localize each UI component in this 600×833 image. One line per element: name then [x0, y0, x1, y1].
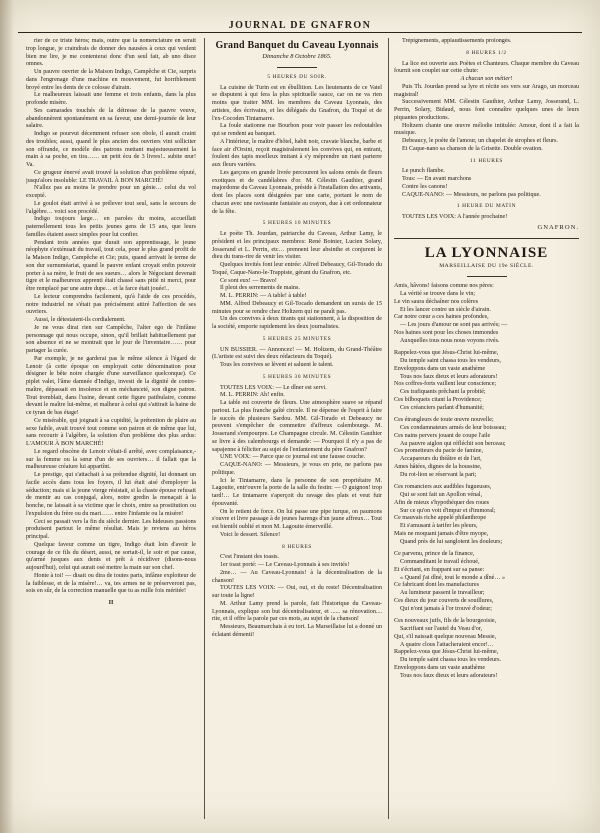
time-heading: 11 HEURES [470, 157, 503, 164]
verse-line: Rappelez-vous que Jésus-Christ lui-même, [394, 350, 499, 357]
paragraph: TOUTES LES VOIX: — Le dîner est servi. [220, 384, 327, 391]
time-heading: 5 HEURES 30 MINUTES [262, 373, 332, 380]
paragraph: Un pauvre ouvrier de la Maison Indigo, Campêche et Cie, surpris dans l'engrenage d'une machine en mouvement, fut horriblement broyé entre les dents de ce colosse d'airain. [26, 69, 196, 91]
paragraph: La table est couverte de fleurs. Une atmosphère suave se répand partout. La plus franche gaîté circule. Il ne dépense de l'esprit à faire le succès de plusieurs Sardou. MM. Gil-Torado et Debeaucy ne peuvent s'empêcher de commettre d'affreux calembourgs. M. Josserand s'empourpre. Le Champagne circule. M. Célestin Gauthier se livre à des calembourgs et demande: — Pourquoi il n'y a pas de sapajenne à féliciter au sujet de l'enfantement du père Gnafron? [212, 400, 382, 453]
verse-line: — Les jours d'amour ne sont pas arrivés; — [400, 322, 508, 328]
verse-line: Au lumineur passent le travailleur; [400, 590, 485, 596]
paragraph: 2me… — Au Caveau-Lyonnais! à la décentralisation de la chanson! [212, 569, 382, 584]
verse-line: Enveloppons dans un vaste anathème [394, 365, 486, 372]
verse-line: Nos coffres-forts vaillent leur conscience; [394, 381, 497, 388]
paragraph: Ce sont eux! — Bravo! [220, 277, 277, 284]
verse-line: Ces étrangleurs de toute œuvre nouvelle; [394, 417, 494, 424]
verse-line: Tous nos faux dieux et leurs adorateurs! [400, 672, 498, 679]
paragraph: Holtzem chante une œuvre mélodie intitulée: Amour, dont il a fait la musique. [394, 122, 579, 137]
verse-line: Amis, hâvons! faisons comme nos pères: [394, 283, 494, 290]
paragraph: Un des convives à deux tirants qui stationnent, à la disposition de la société, emporte rapidement les deux journalistes. [212, 316, 382, 330]
paragraph: Le punch flambe. [402, 168, 445, 175]
verse-line: Ces bilboquets citant la Providence; [394, 396, 482, 403]
verse-line: Et s'écriant, en frappant sur sa panse: [394, 566, 485, 573]
verse-line: Ce mauvais riche appelé philanthrope [394, 515, 487, 522]
refrain-line: A chacun son métier! [460, 76, 513, 82]
verse-line: Accapareurs du théâtre et de l'art, [400, 456, 482, 462]
paragraph: La foule stationne rue Bourbon pour voir passer les redoutables qui se rendent au banquet. [212, 123, 382, 137]
paragraph: Pendant trois années que durait son apprentissage, le jeune néophyte s'exténuait du travail, tout cela, pour le plus grand profit de la Maison Indigo, Campêche et Cie; puis, quand arrivait le terme de son dur surnuméariat, quand le pauvre enfant croyait enfin pouvoir porter à sa mère, le fruit de ses sueurs… alors le Négociant devenait tigre et le malheureux apprenti était chassé sans pitié ni merci, pour être remplacé par une autre dupe… et la farce était jouée!.. [26, 239, 196, 292]
verse-line: Qui n'ont jamais à l'or trouvé d'odeur; [400, 605, 492, 612]
paragraph: Ce misérable, qui joignait à sa cupidité, la prétention de plaire au sexe faible, avait trouvé tout comme son patron et de même que lui, sans recourir à l'algèbre, la solution d'un problème des plus ardus: L'AMOUR À BON MARCHÉ! [26, 417, 196, 447]
paragraph: Indigo se pourvut décemment refuser son obole, il aurait craint des troubles; aussi, quand le plus ancien des ouvriers vint solliciter son offrande, ce modèle des patrons mettant majestueusement la main à sa poche, en tira…… un petit écu de 3 livres!.. subite œur! Va. [26, 131, 196, 168]
verse-line: Sacrifiant sur l'autel du Veau d'or, [400, 626, 483, 632]
verse-line: Sur ce qu'on voit d'impur et d'immoral; [400, 507, 496, 514]
paragraph: MM. Alfred Debeaucy et Gil-Tocado demandent un sursis de 15 minutes pour se rendre chez Holtzem qui ne paraît pas. [212, 300, 382, 315]
verse-line: Ces créanciers parlant d'humanité; [400, 404, 484, 411]
paragraph: Tous: — En avant marchons [402, 176, 472, 182]
paragraph: C'est l'instant des toasts. [220, 554, 280, 561]
paragraph: Ceci se passait vers la fin du siècle dernier. Les hideuses passions produisent partout le même résultat. Mais je reviens au héros principal. [26, 518, 196, 540]
column-rule [388, 38, 389, 819]
verse-line: Auxquelles tous nous nous voyons rivés. [400, 337, 500, 344]
article-title: Grand Banquet du Caveau Lyonnais [215, 40, 379, 51]
article-body [212, 74, 382, 640]
paragraph: Quelque faveur comme un tigre, Indigo était loin d'avoir le courage de ce fils du désert, aussi, ne sortait-il, le soir et par cause, qu'armé jusques aux dents et prêt à récidiver (disons-nous aujourd'hui), celui qui aurait osé mettre la main sur son chef. [26, 541, 196, 571]
stanza [394, 350, 579, 412]
paragraph: Contre les canons! [402, 183, 448, 190]
paragraph: M. L. PERRIN: Ah! enfin. [220, 392, 285, 399]
verse-line: Ces dieux du jour couverts de souillures, [394, 597, 494, 604]
song-title: LA LYONNAISE [424, 244, 549, 261]
masthead-title: JOURNAL DE GNAFRON [228, 20, 372, 31]
stanza [394, 618, 579, 680]
paragraph: TOUTES LES VOIX: — Oui, oui, et du reste! Décentralisation sur toute la ligne! [212, 585, 382, 599]
stanza [394, 484, 579, 546]
verse-line: Ce parvenu, prince de la finance, [394, 551, 475, 558]
paragraph: rier de ce triste héros; mais, outre que la nomenclature en serait trop longue, je craindrais de donner des nausées à ceux qui veulent bien me lire, je me contenterai donc d'un seul fait, ab uno disce omnes. [26, 38, 196, 68]
verse-line: Ces nains pervers jouant de coupe l'aile [394, 432, 491, 439]
paragraph: La lice est ouverte aux Poètes et Chanteurs. Chaque membre du Caveau fournit son couplet sur cette chute: [394, 60, 579, 75]
song-subtitle: MARSEILLAISE DU 19e SIÈCLE. [439, 262, 534, 269]
paragraph: Le poète Th. Jourdan, patriarche du Caveau, Arthur Lamy, le président et les principaux membres: René Boinier, Lucien Solary, Josserand et L. Perrin, etc… prennent leur absinthe et conjurent le dieu du trans-rire de venir les visiter. [212, 231, 382, 261]
time-heading: 1 HEURE DU MATIN [456, 203, 517, 210]
time-heading: 5 HEURES 10 MINUTES [262, 220, 332, 227]
verse-line: Commanditant le travail échoué, [400, 559, 480, 565]
footer-mark: II [108, 600, 114, 606]
verse-line: Du temple saint chassa tous les vendeurs. [400, 657, 502, 663]
article-date: Dimanche 8 Octobre 1865. [262, 53, 332, 60]
verse-line: Nos haines sont pour les choses immondes [394, 329, 499, 336]
paragraph: Je ne vous dirai rien sur Campêche, l'alter ego de l'infâme personnage qui nous occupe, sinon, qu'il brillait habituellement par son absence et ne se montrait que le jour de l'inventaire…… pour partager la curée. [26, 324, 196, 354]
paragraph: CAQUE-NANO: — Messieurs, je vous en prie, ne parlons pas politique. [212, 462, 382, 476]
verse-line: Afin de mieux s'hypothéquer des roues [394, 499, 490, 506]
verse-line: Tous nos faux dieux et leurs adorateurs! [400, 373, 498, 380]
separator [277, 67, 317, 68]
paragraph: Messieurs, Beaumarchais à eu tort. La Marseillaise lui a donné un éclatant démenti! [212, 624, 382, 638]
paragraph: Honte à toi! — disait ou dira de toutes parts, infâme exploiteur de la faiblesse, et de la misère!… va, tes armes ne te préserveront pas, sois en sûr, de la correction manuelle que tu as mille fois méritée! [26, 572, 196, 595]
verse-line: Ces nouveaux juifs, fils de la bourgeoisie, [394, 618, 497, 625]
paragraph: Tous les convives se lèvent et saluent le talent. [220, 362, 334, 368]
paragraph: Le malheureux laissait une femme et trois enfants, dans la plus profonde misère. [26, 92, 196, 106]
column-rule [204, 38, 205, 819]
verse-line: « Quand j'ai dîné, tout le monde a dîné… » [400, 574, 506, 581]
verse-line: A quatre clous l'attacheraient encor!… [400, 641, 494, 648]
paragraph: Ses camarades touchés de la détresse de la pauvre veuve, abandonnèrent spontanément en sa faveur, une demi-journée de leur salaire. [26, 107, 196, 130]
verse-line: Ces romanciers aux audibles fugueuses, [394, 484, 492, 491]
verse-line: Du rot-lion se réservant la part; [400, 471, 477, 478]
paragraph: Le regard obscène de Lenoir s'était-il arrêté, avec complaisance,-sur la femme ou la sœur d'un de ses ouvriers… il fallait que la malheureuse créature lui appartînt. [26, 448, 196, 471]
paragraph: Puis Th. Jourdan prend sa lyre et récite ses vers sur Arago, un morceau magistral! [394, 83, 579, 98]
time-heading: 8 HEURES [282, 543, 312, 550]
paragraph: La cuisine de Turin est en ébullition. Les lieutenants de ce Vatel se disputent à qui fera la plus spirituelle sauce, car on ne va rien moins que traiter MM. les membres du Caveau Lyonnais, des artistes, des écrivains, et les délégués du Gnafron, du Toqué et de l'ex-Cocoden Tintamarre. [212, 84, 382, 122]
paragraph: Successivement MM. Célestin Gauthier, Arthur Lamy, Josserand, L. Perrin, Solary, Bidaud, nous font connaître quelques unes de leurs piquantes productions. [394, 99, 579, 121]
paragraph: Le prestige, qui s'attachait à sa prétendue dignité, lui donnant un facile accès dans tous les foyers, il lui était aisé d'employer la séduction; mais si la jeune vierge résistait, si la chaste épouse refusait de mentir au cas conjugal, alors, notre gredin la menaçait à la honche, ne laissait à sa victime que le choix, entre sa prostitution ou l'expulsion du frère ou du mari…… entre l'infamie ou la misère! [26, 472, 196, 517]
time-heading: 5 HEURES 25 MINUTES [262, 335, 332, 342]
verse-line: Et les lancer contre un siècle d'airain. [400, 306, 491, 313]
paragraph: Il pleut des serrements de mains. [220, 285, 300, 292]
verse-line: Mais ne moquant jamais d'être myope, [394, 530, 489, 537]
paragraph: N'allez pas au moins le prendre pour un génie… celui du vol excepté. [26, 185, 196, 199]
paragraph: Par exemple, je ne garderai pas le même silence à l'égard de Lenoir (à cette époque on employait cette dénomination pour désigner le bête noire chargée d'une surveillance quelconque). Ce piplet valet, l'âme damnée d'Indigo, investi de la dignité de contre-maître, dépassait en insolence et en méchanceté, son digne patron. Tout tremblait, dans l'usine, devant cette figure patibulaire, comme devant le maître lui-même, et malheur à celui qui s'attirait la haine de ce tyran de bas étage! [26, 355, 196, 416]
column-left-body [26, 38, 196, 596]
verse-line: Le vin saura déchaîner nos colères [394, 298, 479, 305]
verse-line: Quand près de lui sanglotent les douleurs; [400, 538, 503, 545]
paragraph: Et Caque-nano sa chanson de la Grisette. Double ovation. [402, 145, 543, 152]
time-heading: 5 HEURES DU SOIR. [267, 73, 327, 80]
paragraph: TOUTES LES VOIX: A l'année prochaine! [402, 214, 508, 220]
paragraph: Ici le Tintamarre, dans la personne de son propriétaire M. Lagouite, entr'ouvre la porte de la salle du festin: — O guignon! trop tard!… Le tintamarre s'aperçoit du ravage des plats et veut fuir épouvanté. [212, 477, 382, 507]
verse-line: Qui se sont fait un Apollon vénal, [400, 492, 483, 498]
verse-line: Qui, s'il naissait quelque nouveau Messie, [394, 633, 497, 640]
paragraph: 1er toast porté: — Le Caveau-Lyonnais à ses invités! [220, 562, 350, 568]
column-middle [212, 38, 382, 819]
stanza [394, 283, 579, 345]
paragraph: M. L. PERRIN: — A table! à table! [220, 293, 307, 299]
paragraph: Trépignements, applaudissements prolongés. [402, 38, 512, 44]
verse-line: Ces prometteurs du pacte de famine, [394, 448, 484, 455]
article-continuation [394, 38, 579, 222]
column-left [26, 38, 196, 819]
paragraph: Le goulot était arrivé à se prélever tout seul, sans le secours de l'algèbre… voici son procédé. [26, 200, 196, 215]
stanza [394, 551, 579, 613]
masthead [18, 10, 582, 33]
paragraph: Indigo toujours large… en paroles du moins, accueillait paternellement tous les petits jeunes gens de 15 ans, que leurs familles étaient assez simples pour lui confier. [26, 216, 196, 238]
separator [394, 238, 579, 239]
verse-line: Car notre cœur a ces haines profondes, [394, 314, 489, 321]
paragraph: CAQUE-NANO: — Messieurs, ne parlons pas politique. [402, 191, 541, 198]
separator [467, 276, 507, 277]
paragraph: Ce grugeur énervé avait trouvé la solution d'un problème réputé, jusqu'alors insoluble: LE TRAVAIL À BON MARCHÉ! [26, 169, 196, 184]
paragraph: A l'intérieur, le maître d'hôtel, habit noir, cravate blanche, barbe et face air d'Orsini, reçoit magistralement les convives qui, en entrant, foulent des tapis moelleux imitant à s'y méprendre un riant parterre aux fleurs variées. [212, 138, 382, 168]
verse-line: Ce fabricant dont les manufactures [394, 582, 479, 589]
column-right [394, 38, 579, 819]
verse-line: Du temple saint chassa tous les vendeurs, [400, 358, 502, 364]
article-signature: GNAFRON. [537, 223, 579, 231]
paragraph: Quelques invités font leur entrée: Alfred Debeaucy, Gil-Torado du Toqué, Caque-Nano-le-Trappiste, gérant du Gnafron, etc. [212, 262, 382, 276]
paragraph: M. Arthur Lamy prend la parole, fait l'historique du Caveau-Lyonnais, explique son but décentralisateur, et ...... sa rénovation.... rite, et il offre la parole par ces mots, au sujet de la chanson! [212, 600, 382, 623]
page-fold-shadow [0, 0, 14, 833]
paragraph: On le retient de force. On lui passe une pipe turque, on paumons s'ouvre et livre passage à de jeunes harengs d'un jaune affreux… Tout est bientôt oublié et mon M. Lagouite émerveillé. [212, 508, 382, 530]
paragraph: Aussi, le détestaient-ils cordialement. [34, 317, 126, 323]
verse-line: Au pauvre aiglon qui réfléchit son berceau; [400, 440, 506, 447]
verse-line: Rappelez-vous que Jésus-Christ lui-même, [394, 649, 499, 656]
verse-line: Ces condamnateurs armés de leur boisseau; [400, 425, 507, 431]
verse-line: La vérité se trouve dans le vin; [400, 291, 476, 297]
paragraph: UN BUSSIER. — Annoncez! — M. Holtzem, du Grand-Théâtre (L'artiste est suivi des deux rédacteurs du Toqué). [212, 346, 382, 361]
verse-line: Ames hâtées, dignes de la houssine, [394, 463, 482, 470]
song-verses [394, 283, 579, 680]
time-heading: 8 HEURES 1/2 [466, 49, 507, 56]
paragraph: Les garçons en grande livrée percourent les salons ornés de fleurs exotiques et de candélabres d'or. M. Célestin Gauthier, grand majordome du Caveau Lyonnais, préside à l'installation des artivants, dont les places sont désignées par une carte, portant le nom de chacun avec une ravissante fantaisie au crayon, due à cet ordonnateur de la fête. [212, 169, 382, 215]
paragraph: Debeaucy, le poète de l'amour, un chapelet de strophes et fleurs. [402, 138, 558, 144]
stanza [394, 417, 579, 479]
verse-line: Et s'amusant à tarifer les pleurs, [400, 523, 478, 529]
paragraph: UNE VOIX: — Parce que ce journal est une fausse couche. [220, 454, 366, 461]
paragraph: Voici le dessert. Silence! [220, 531, 281, 538]
verse-line: Enveloppons dans un vaste anathème [394, 664, 486, 671]
verse-line: Ces trafiquants prêchant la probité; [400, 389, 486, 395]
paragraph: Le lecteur comprendra facilement, qu'à l'aide de ces procédés, notre industriel ne s'était pas précisément attiré l'affection de ses ouvriers. [26, 293, 196, 316]
